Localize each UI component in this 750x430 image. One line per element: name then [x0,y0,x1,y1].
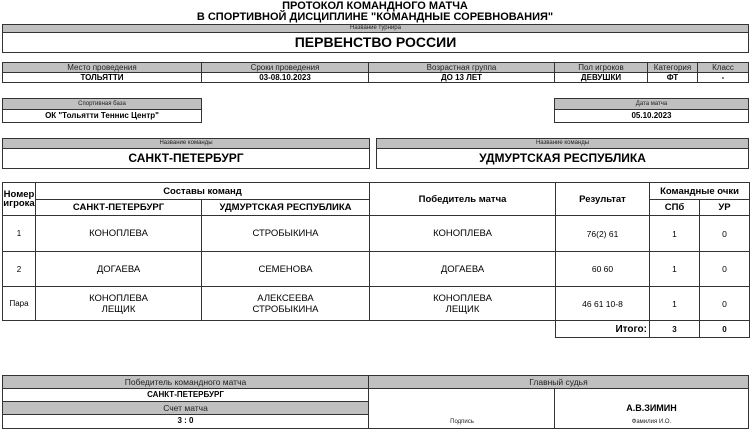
class-box [697,62,749,83]
protocol-title-line1: ПРОТОКОЛ КОМАНДНОГО МАТЧА [282,0,468,12]
results-table [2,182,750,338]
total-spacer [3,321,556,338]
home-team-name: САНКТ-ПЕТЕРБУРГ [3,149,369,168]
team-match-winner-value: САНКТ-ПЕТЕРБУРГ [3,389,368,402]
home-pair-player1: КОНОПЛЕВА [89,292,148,304]
total-home-points: 3 [650,321,700,338]
player-no: 2 [3,252,36,287]
header-winner: Победитель матча [370,183,556,216]
table-row [3,216,750,252]
total-row [3,321,750,338]
home-player: КОНОПЛЕВА [36,216,202,252]
tournament-box [2,24,749,53]
chief-judge-label: Главный судья [369,376,748,389]
header-away-team: УДМУРТСКАЯ РЕСПУБЛИКА [202,200,370,216]
class-label: Класс [698,63,748,73]
away-pair-player1: АЛЕКСЕЕВА [257,292,314,304]
home-points: 1 [650,287,700,321]
header-home-team: САНКТ-ПЕТЕРБУРГ [36,200,202,216]
match-result: 60 60 [556,252,650,287]
table-row [3,252,750,287]
total-label: Итого: [556,321,650,338]
home-pair-player2: ЛЕЩИК [101,303,136,315]
home-pair [36,287,202,321]
pair-winner-player1: КОНОПЛЕВА [433,292,492,304]
match-result: 76(2) 61 [556,216,650,252]
home-team-label: Название команды [3,139,369,149]
away-pair-player2: СТРОБЫКИНА [252,303,319,315]
sports-base-label: Спортивная база [3,99,201,110]
category-value: ФТ [648,73,697,82]
match-date-box [554,98,749,123]
dates-value: 03-08.10.2023 [202,73,368,82]
away-player: СТРОБЫКИНА [202,216,370,252]
away-points: 0 [700,287,750,321]
tournament-label: Название турнира [3,25,748,33]
away-team-box [376,138,749,169]
team-match-winner-label: Победитель командного матча [3,376,368,389]
gender-box [554,62,648,83]
header-away-abbr: УР [700,200,750,216]
away-player: СЕМЕНОВА [202,252,370,287]
header-rosters: Составы команд [36,183,370,200]
class-value: - [698,73,748,82]
match-winner: ДОГАЕВА [370,252,556,287]
chief-judge-box [368,375,749,429]
signature-field[interactable] [369,389,555,428]
pair-winner-player2: ЛЕЩИК [445,303,480,315]
signature-label: Подпись [450,419,474,425]
dates-box [201,62,369,83]
match-result: 46 61 10-8 [556,287,650,321]
away-team-label: Название команды [377,139,748,149]
header-home-abbr: СПб [650,200,700,216]
total-away-points: 0 [700,321,750,338]
judge-name: А.В.ЗИМИН [626,403,677,413]
team-match-winner-box [2,375,369,429]
gender-value: ДЕВУШКИ [555,73,647,82]
away-points: 0 [700,252,750,287]
header-team-points: Командные очки [650,183,750,200]
venue-box [2,62,202,83]
match-date-label: Дата матча [555,99,748,110]
player-no: Пара [3,287,36,321]
judge-name-label: Фамилия И.О. [631,419,672,425]
sports-base-box [2,98,202,123]
away-pair [202,287,370,321]
away-team-name: УДМУРТСКАЯ РЕСПУБЛИКА [377,149,748,168]
home-points: 1 [650,216,700,252]
protocol-title-line2: В СПОРТИВНОЙ ДИСЦИПЛИНЕ "КОМАНДНЫЕ СОРЕВНОВАНИЯ" [196,11,554,23]
judge-name-field [555,389,748,428]
match-winner: КОНОПЛЕВА [370,216,556,252]
player-no: 1 [3,216,36,252]
dates-label: Сроки проведения [202,63,368,73]
match-score-value: 3 : 0 [3,415,368,427]
match-score-label: Счет матча [3,402,368,415]
age-group-label: Возрастная группа [369,63,554,73]
header-result: Результат [556,183,650,216]
away-points: 0 [700,216,750,252]
age-group-box [368,62,555,83]
match-date-value: 05.10.2023 [555,110,748,122]
category-box [647,62,698,83]
home-points: 1 [650,252,700,287]
gender-label: Пол игроков [555,63,647,73]
tournament-name: ПЕРВЕНСТВО РОССИИ [3,33,748,51]
home-team-box [2,138,370,169]
table-row [3,287,750,321]
info-row [2,62,749,83]
pair-winner [370,287,556,321]
venue-label: Место проведения [3,63,201,73]
home-player: ДОГАЕВА [36,252,202,287]
header-player-no: Номер игрока [3,183,36,216]
sports-base-value: ОК "Тольятти Теннис Центр" [3,110,201,122]
age-group-value: ДО 13 ЛЕТ [369,73,554,82]
category-label: Категория [648,63,697,73]
venue-value: ТОЛЬЯТТИ [3,73,201,82]
